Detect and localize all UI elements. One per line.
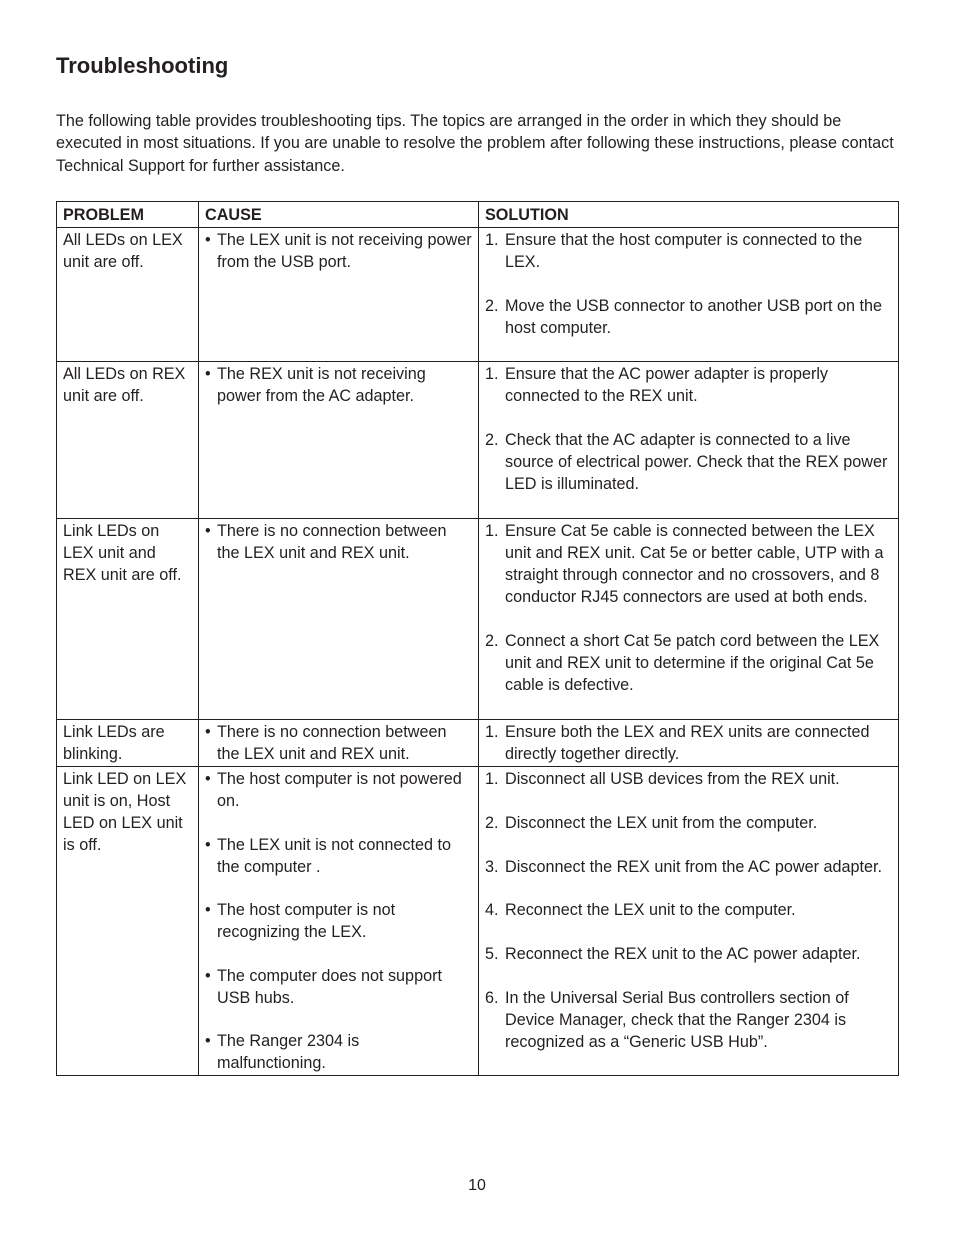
page-title: Troubleshooting [56, 53, 229, 78]
cause-item [205, 834, 472, 878]
solution-text: Check that the AC adapter is connected to a live source of electrical power. Check that the REX power LED is illuminated. [505, 430, 888, 493]
table-row [57, 720, 899, 767]
table-row [57, 519, 899, 720]
solution-item [485, 899, 892, 921]
cause-text: The host computer is not recognizing the LEX. [217, 901, 396, 941]
table-row [57, 362, 899, 519]
cause-list [205, 721, 472, 765]
step-number: 6. [485, 988, 499, 1007]
step-number: 1. [485, 365, 499, 383]
step-number: 1. [485, 231, 499, 249]
solution-text: Reconnect the REX unit to the AC power adapter. [505, 945, 861, 964]
solution-text: Ensure that the host computer is connected to the LEX. [505, 231, 863, 271]
solution-text: Ensure that the AC power adapter is properly connected to the REX unit. [505, 365, 829, 405]
solution-cell [479, 767, 899, 1076]
cause-cell [199, 767, 479, 1076]
bullet-mark: • [205, 723, 211, 741]
cause-text: The computer does not support USB hubs. [217, 966, 442, 1007]
problem-cell: All LEDs on LEX unit are off. [57, 228, 199, 362]
solution-cell [479, 362, 899, 519]
header-problem: PROBLEM [57, 202, 199, 228]
intro-paragraph: The following table provides troubleshooting tips. The topics are arranged in the order in which they should be executed in most situations. If you are unable to resolve the problem after following these instructions, please contact Technical Support for further assistance. [56, 112, 894, 175]
bullet-mark: • [205, 966, 211, 985]
step-number: 2. [485, 430, 499, 449]
solution-item [485, 987, 892, 1053]
solution-cell [479, 720, 899, 767]
problem-cell: Link LED on LEX unit is on, Host LED on LEX unit is off. [57, 767, 199, 1076]
step-number: 1. [485, 770, 499, 788]
solution-item [485, 943, 892, 965]
bullet-mark: • [205, 522, 211, 540]
cause-item [205, 363, 472, 407]
solution-list [485, 721, 892, 765]
cause-cell [199, 228, 479, 362]
cause-item [205, 520, 472, 564]
solution-text: In the Universal Serial Bus controllers section of Device Manager, check that the Ranger 2304 is recognized as a “Generic USB Hub”. [505, 988, 849, 1051]
bullet-mark: • [205, 835, 211, 854]
cause-text: The host computer is not powered on. [217, 770, 462, 810]
header-cause: CAUSE [199, 202, 479, 228]
step-number: 2. [485, 296, 499, 315]
cause-list [205, 229, 472, 273]
cause-list [205, 363, 472, 407]
cause-text: The Ranger 2304 is malfunctioning. [217, 1032, 360, 1072]
solution-list [485, 520, 892, 696]
solution-item [485, 768, 892, 790]
solution-list [485, 363, 892, 495]
problem-cell: Link LEDs are blinking. [57, 720, 199, 767]
bullet-mark: • [205, 365, 211, 383]
cause-item [205, 229, 472, 273]
problem-cell: All LEDs on REX unit are off. [57, 362, 199, 519]
solution-cell [479, 228, 899, 362]
table-header-row [57, 202, 899, 228]
cause-text: The LEX unit is not connected to the computer . [217, 835, 451, 876]
step-number: 4. [485, 901, 499, 920]
step-number: 3. [485, 857, 499, 876]
solution-item [485, 520, 892, 608]
table-row [57, 228, 899, 362]
cause-list [205, 768, 472, 1074]
solution-text: Move the USB connector to another USB port on the host computer. [505, 296, 883, 337]
solution-cell [479, 519, 899, 720]
bullet-mark: • [205, 770, 211, 788]
step-number: 1. [485, 723, 499, 741]
cause-item [205, 1030, 472, 1074]
solution-text: Disconnect the LEX unit from the computer. [505, 813, 818, 832]
table-row [57, 767, 899, 1076]
step-number: 2. [485, 813, 499, 832]
solution-text: Disconnect all USB devices from the REX unit. [505, 770, 840, 788]
solution-list [485, 229, 892, 339]
solution-list [485, 768, 892, 1053]
solution-item [485, 721, 892, 765]
bullet-mark: • [205, 901, 211, 919]
page-number: 10 [468, 1177, 486, 1194]
solution-item [485, 229, 892, 273]
cause-text: The REX unit is not receiving power from the AC adapter. [217, 365, 426, 405]
step-number: 1. [485, 522, 499, 540]
solution-text: Ensure both the LEX and REX units are connected directly together directly. [505, 723, 870, 763]
step-number: 5. [485, 945, 499, 964]
cause-text: There is no connection between the LEX unit and REX unit. [217, 522, 447, 562]
cause-item [205, 965, 472, 1009]
cause-cell [199, 720, 479, 767]
cause-item [205, 768, 472, 812]
cause-item [205, 899, 472, 943]
solution-text: Disconnect the REX unit from the AC power adapter. [505, 857, 883, 876]
solution-item [485, 630, 892, 696]
cause-list [205, 520, 472, 564]
bullet-mark: • [205, 231, 211, 249]
solution-item [485, 812, 892, 834]
bullet-mark: • [205, 1032, 211, 1050]
solution-text: Ensure Cat 5e cable is connected between the LEX unit and REX unit. Cat 5e or better cable, UTP with a straight through connector and no crossovers, and 8 conductor RJ45 connectors are used at both ends. [505, 522, 884, 606]
header-solution: SOLUTION [479, 202, 899, 228]
solution-item [485, 429, 892, 495]
solution-item [485, 363, 892, 407]
cause-text: There is no connection between the LEX unit and REX unit. [217, 723, 447, 763]
solution-text: Reconnect the LEX unit to the computer. [505, 901, 796, 920]
cause-cell [199, 519, 479, 720]
solution-item [485, 856, 892, 878]
cause-text: The LEX unit is not receiving power from the USB port. [217, 231, 472, 271]
problem-cell: Link LEDs on LEX unit and REX unit are off. [57, 519, 199, 720]
troubleshooting-table [56, 201, 899, 1076]
cause-cell [199, 362, 479, 519]
solution-text: Connect a short Cat 5e patch cord between the LEX unit and REX unit to determine if the original Cat 5e cable is defective. [505, 631, 880, 694]
solution-item [485, 295, 892, 339]
cause-item [205, 721, 472, 765]
step-number: 2. [485, 631, 499, 650]
